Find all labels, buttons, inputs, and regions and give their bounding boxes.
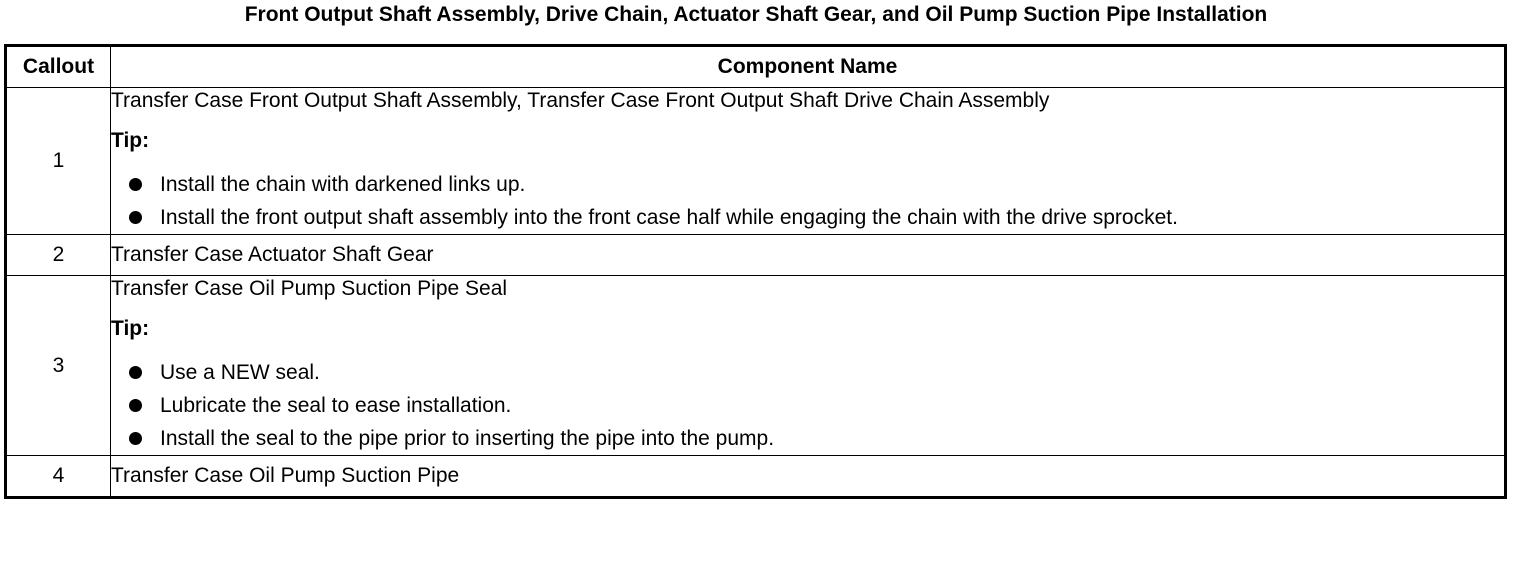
component-column-header: Component Name	[111, 46, 1506, 88]
table-row	[6, 276, 1506, 456]
component-cell	[111, 88, 1506, 235]
document-title: Front Output Shaft Assembly, Drive Chain, Actuator Shaft Gear, and Oil Pump Suction Pipe Installation	[244, 3, 1268, 26]
tip-label: Tip:	[111, 317, 150, 340]
bullet-icon	[129, 178, 142, 191]
callout-column-header: Callout	[6, 46, 111, 88]
component-name: Transfer Case Actuator Shaft Gear	[111, 243, 434, 266]
table-row	[6, 456, 1506, 498]
tip-item	[129, 422, 1504, 455]
bullet-icon	[129, 366, 142, 379]
tip-label: Tip:	[111, 129, 150, 152]
table-row	[6, 88, 1506, 235]
bullet-icon	[129, 211, 142, 224]
callout-number: 4	[6, 456, 111, 498]
tip-list	[111, 356, 1504, 455]
component-cell	[111, 235, 1506, 276]
component-cell	[111, 456, 1506, 498]
callout-number: 1	[6, 88, 111, 235]
callout-table	[4, 44, 1507, 499]
tip-item	[129, 168, 1504, 201]
component-name: Transfer Case Oil Pump Suction Pipe Seal	[111, 277, 508, 300]
tip-item	[129, 389, 1504, 422]
tip-text: Use a NEW seal.	[160, 361, 320, 384]
table-row	[6, 235, 1506, 276]
component-cell	[111, 276, 1506, 456]
callout-number: 3	[6, 276, 111, 456]
component-name: Transfer Case Front Output Shaft Assembly, Transfer Case Front Output Shaft Drive Chain Assembly	[111, 89, 1050, 112]
tip-item	[129, 356, 1504, 389]
table-header-row	[6, 46, 1506, 88]
bullet-icon	[129, 399, 142, 412]
tip-text: Lubricate the seal to ease installation.	[160, 394, 512, 417]
callout-number: 2	[6, 235, 111, 276]
component-name: Transfer Case Oil Pump Suction Pipe	[111, 464, 460, 487]
bullet-icon	[129, 432, 142, 445]
tip-item	[129, 201, 1504, 234]
tip-text: Install the seal to the pipe prior to inserting the pipe into the pump.	[160, 427, 775, 450]
tip-text: Install the chain with darkened links up.	[160, 173, 526, 196]
tip-list	[111, 168, 1504, 234]
tip-text: Install the front output shaft assembly into the front case half while engaging the chain with the drive sprocket.	[160, 206, 1178, 229]
